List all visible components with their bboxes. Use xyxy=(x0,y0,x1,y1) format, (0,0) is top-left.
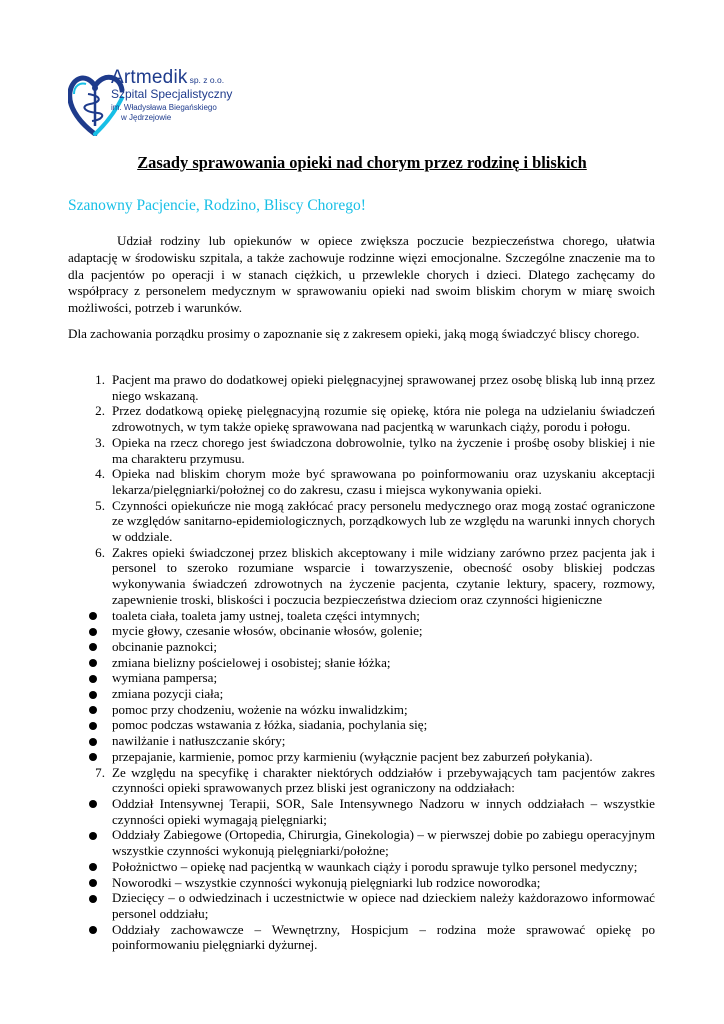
list-item xyxy=(68,403,655,434)
bullet-marker xyxy=(68,686,112,702)
logo-location: w Jędrzejowie xyxy=(121,113,172,122)
list-item-text: Położnictwo – opiekę nad pacjentką w waunkach ciąży i porodu sprawuje tylko personel medyczny; xyxy=(112,858,638,874)
bullet-dot-icon xyxy=(89,895,97,903)
list-item-text: Dziecięcy – o odwiedzinach i uczestnictwie w opiece nad dzieckiem należy każdorazowo informować personel oddziału; xyxy=(112,890,655,921)
bullet-marker xyxy=(68,639,112,655)
list-item xyxy=(68,702,655,718)
list-item xyxy=(68,545,655,608)
bullet-dot-icon xyxy=(89,832,97,840)
list-item xyxy=(68,639,655,655)
bullet-dot-icon xyxy=(89,659,97,667)
list-item-text: Oddziały Zabiegowe (Ortopedia, Chirurgia, Ginekologia) – w pierwszej dobie po zabiegu operacyjnym wszystkie czynności wykonują pielęgniarki/położne; xyxy=(112,827,655,859)
list-item xyxy=(68,875,655,891)
list-item-text: zmiana pozycji ciała; xyxy=(112,686,224,702)
list-item-text: Czynności opiekuńcze nie mogą zakłócać pracy personelu medycznego oraz mogą zostać ograniczone ze względów sanitarno-epidemiologicznych, porządkowych lub ze względu na warunki innych chorych w oddziale. xyxy=(112,497,655,545)
bullet-dot-icon xyxy=(89,706,97,714)
hospital-logo xyxy=(68,64,258,136)
list-item-text: pomoc podczas wstawania z łóżka, siadania, pochylania się; xyxy=(112,717,428,733)
list-item xyxy=(68,827,655,858)
list-item xyxy=(68,608,655,624)
list-number: 3. xyxy=(95,434,105,450)
list-number: 6. xyxy=(95,544,105,560)
list-item xyxy=(68,749,655,765)
bullet-marker xyxy=(68,608,112,624)
bullet-marker xyxy=(68,796,112,827)
intro-paragraph: Udział rodziny lub opiekunów w opiece zwiększa poczucie bezpieczeństwa chorego, ułatwia adaptację w środowisku szpitala, a także zachowuje rodzinne więzi emocjonalne. Szczególne znaczenie ma to dla pacjentów po operacji i w stanach ciężkich, u przewlekle chorych i dzieci. Dlatego zachęcamy do współpracy z personelem medycznym w sprawowaniu opieki nad swoim bliskim chorym w miarę swoich możliwości, potrzeb i warunków. xyxy=(68,233,655,316)
list-item xyxy=(68,466,655,497)
list-item xyxy=(68,670,655,686)
scope-paragraph: Dla zachowania porządku prosimy o zapoznanie się z zakresem opieki, jaką mogą świadczyć bliscy chorego. xyxy=(68,326,640,341)
list-item-text: nawilżanie i natłuszczanie skóry; xyxy=(112,733,286,749)
list-item xyxy=(68,859,655,875)
list-item-text: Oddział Intensywnej Terapii, SOR, Sale Intensywnego Nadzoru w innych oddziałach – wszystkie czynności opieki wymagają pielęgniarki; xyxy=(112,795,655,827)
list-item xyxy=(68,765,655,796)
bullet-marker xyxy=(68,922,112,953)
list-item-text: wymiana pampersa; xyxy=(112,670,218,686)
bullet-marker xyxy=(68,749,112,765)
list-item xyxy=(68,372,655,403)
bullet-marker xyxy=(68,859,112,875)
list-item-text: toaleta ciała, toaleta jamy ustnej, toaleta części intymnych; xyxy=(112,607,420,623)
list-item xyxy=(68,796,655,827)
greeting: Szanowny Pacjencie, Rodzino, Bliscy Chorego! xyxy=(68,197,366,214)
bullet-marker xyxy=(68,890,112,921)
bullet-dot-icon xyxy=(89,628,97,636)
list-number: 4. xyxy=(95,466,105,482)
bullet-dot-icon xyxy=(89,691,97,699)
list-item xyxy=(68,435,655,466)
list-item xyxy=(68,922,655,953)
bullet-dot-icon xyxy=(89,643,97,651)
bullet-dot-icon xyxy=(89,738,97,746)
list-item xyxy=(68,890,655,921)
logo-patron: im. Władysława Biegańskiego xyxy=(111,103,217,112)
list-item-text: zmiana bielizny pościelowej i osobistej; słanie łóżka; xyxy=(112,654,391,670)
bullet-marker xyxy=(68,875,112,891)
rules-list xyxy=(68,372,655,953)
list-item-text: obcinanie paznokci; xyxy=(112,638,218,654)
bullet-dot-icon xyxy=(89,926,97,934)
bullet-marker xyxy=(68,623,112,639)
bullet-marker xyxy=(68,717,112,733)
logo-name: Artmedik xyxy=(111,67,188,88)
bullet-dot-icon xyxy=(89,612,97,620)
list-number: 2. xyxy=(95,403,105,419)
list-item-text: przepajanie, karmienie, pomoc przy karmieniu (wyłącznie pacjent bez zaburzeń połykania). xyxy=(112,748,593,764)
list-number: 1. xyxy=(95,372,105,387)
bullet-marker xyxy=(68,702,112,718)
list-item-text: Ze względu na specyfikę i charakter niektórych oddziałów i przebywających tam pacjentów zakres czynności opieki sprawowanych przez bliski jest ograniczony na oddziałach: xyxy=(112,764,655,796)
list-item-text: Zakres opieki świadczonej przez bliskich akceptowany i mile widziany zarówno przez pacjenta jak i personel to szeroko rozumiane wsparcie i towarzyszenie, obecność osoby bliskiej podczas wykonywania świadczeń zdrowotnych na życzenie pacjenta, czytanie lektury, spacery, rozmowy, zapewnienie troski, bliskości i poczucia bezpieczeństwa dzieciom oraz czynności higieniczne xyxy=(112,544,655,607)
list-item xyxy=(68,717,655,733)
bullet-dot-icon xyxy=(89,675,97,683)
list-number: 5. xyxy=(95,497,105,513)
bullet-dot-icon xyxy=(89,753,97,761)
bullet-marker xyxy=(68,733,112,749)
bullet-marker xyxy=(68,655,112,671)
bullet-dot-icon xyxy=(89,800,97,808)
bullet-dot-icon xyxy=(89,863,97,871)
list-item xyxy=(68,733,655,749)
list-item xyxy=(68,498,655,545)
bullet-dot-icon xyxy=(89,722,97,730)
document-title: Zasady sprawowania opieki nad chorym przez rodzinę i bliskich xyxy=(137,153,587,172)
list-item-text: mycie głowy, czesanie włosów, obcinanie włosów, golenie; xyxy=(112,623,423,639)
bullet-marker xyxy=(68,670,112,686)
list-item-text: Noworodki – wszystkie czynności wykonują pielęgniarki lub rodzice noworodka; xyxy=(112,874,541,890)
list-item-text: Oddziały zachowawcze – Wewnętrzny, Hospicjum – rodzina może sprawować opiekę po poinformowaniu pielęgniarki dyżurnej. xyxy=(112,921,655,953)
list-item-text: Przez dodatkową opiekę pielęgnacyjną rozumie się opiekę, która nie polega na udzielaniu świadczeń zdrowotnych, w tym także opiekę sprawowana nad pacjentką w warunkach ciąży, porodu i połogu. xyxy=(112,403,655,435)
list-item-text: Opieka na rzecz chorego jest świadczona dobrowolnie, tylko na życzenie i prośbę osoby bliskiej i nie ma charakteru przymusu. xyxy=(112,434,655,466)
list-item-text: Opieka nad bliskim chorym może być sprawowana po poinformowaniu oraz uzyskaniu akceptacji lekarza/pielęgniarki/położnej co do zakresu, czasu i miejsca wykonywania opieki. xyxy=(112,466,655,497)
list-item xyxy=(68,686,655,702)
logo-subtitle: Szpital Specjalistyczny xyxy=(111,87,233,101)
list-item-text: Pacjent ma prawo do dodatkowej opieki pielęgnacyjnej sprawowanej przez osobę bliską lub inną przez niego wskazaną. xyxy=(112,372,655,403)
list-number: 7. xyxy=(95,764,105,780)
bullet-marker xyxy=(68,827,112,858)
bullet-dot-icon xyxy=(89,879,97,887)
list-item-text: pomoc przy chodzeniu, wożenie na wózku inwalidzkim; xyxy=(112,701,408,717)
list-item xyxy=(68,623,655,639)
logo-company-suffix: sp. z o.o. xyxy=(189,75,225,85)
list-item xyxy=(68,655,655,671)
